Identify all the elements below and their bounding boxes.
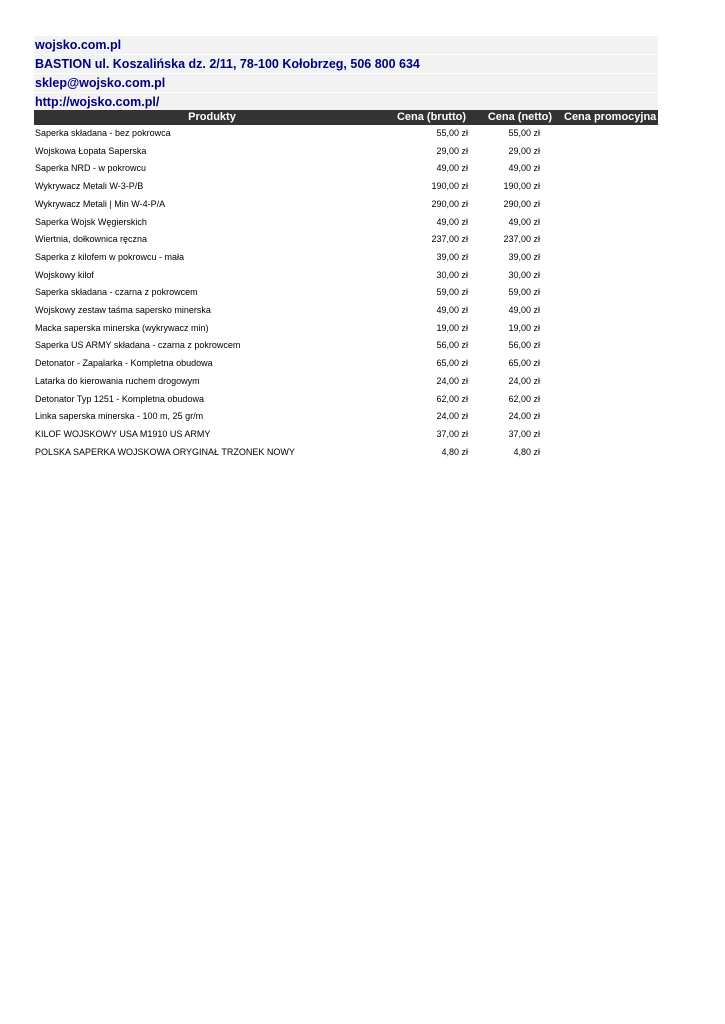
header-product: Produkty (34, 110, 390, 125)
price-brutto: 24,00 zł (436, 375, 468, 386)
shop-url: http://wojsko.com.pl/ (34, 93, 658, 111)
table-row (34, 337, 658, 355)
price-netto: 237,00 zł (503, 234, 540, 245)
table-row (34, 391, 658, 409)
price-brutto: 37,00 zł (436, 428, 468, 439)
table-row (34, 249, 658, 267)
site-name: wojsko.com.pl (34, 36, 658, 54)
price-promo (558, 426, 658, 444)
price-brutto: 49,00 zł (436, 305, 468, 316)
price-brutto: 49,00 zł (436, 163, 468, 174)
price-brutto: 24,00 zł (436, 411, 468, 422)
product-name: Latarka do kierowania ruchem drogowym (35, 375, 200, 386)
table-row (34, 267, 658, 285)
price-netto: 30,00 zł (508, 269, 540, 280)
price-netto: 19,00 zł (508, 322, 540, 333)
product-name: Saperka US ARMY składana - czarna z pokrowcem (35, 340, 241, 351)
price-promo (558, 249, 658, 267)
price-brutto: 30,00 zł (436, 269, 468, 280)
price-netto: 24,00 zł (508, 375, 540, 386)
price-promo (558, 444, 658, 462)
product-name: Wojskowa Łopata Saperska (35, 145, 147, 156)
price-brutto: 39,00 zł (436, 251, 468, 262)
price-promo (558, 320, 658, 338)
price-promo (558, 160, 658, 178)
product-name: Wiertnia, dołkownica ręczna (35, 234, 148, 245)
price-netto: 56,00 zł (508, 340, 540, 351)
price-table (34, 110, 658, 461)
product-name: Saperka z kilofem w pokrowcu - mała (35, 251, 185, 262)
product-name: Detonator Typ 1251 - Kompletna obudowa (35, 393, 204, 404)
price-brutto: 290,00 zł (431, 198, 468, 209)
table-header-row (34, 110, 658, 125)
table-row (34, 284, 658, 302)
price-brutto: 62,00 zł (436, 393, 468, 404)
price-promo (558, 196, 658, 214)
table-row (34, 178, 658, 196)
price-netto: 55,00 zł (508, 128, 540, 138)
product-name: Macka saperska minerska (wykrywacz min) (35, 322, 209, 333)
price-promo (558, 178, 658, 196)
table-row (34, 125, 658, 143)
header-price-netto: Cena (netto) (472, 110, 558, 125)
price-brutto: 49,00 zł (436, 216, 468, 227)
product-name: Wykrywacz Metali W-3-P/B (35, 181, 144, 192)
product-name: Saperka Wojsk Węgierskich (35, 216, 147, 227)
price-promo (558, 355, 658, 373)
product-name: Wykrywacz Metali | Min W-4-P/A (35, 198, 166, 209)
shop-email: sklep@wojsko.com.pl (34, 74, 658, 92)
price-netto: 62,00 zł (508, 393, 540, 404)
price-netto: 37,00 zł (508, 428, 540, 439)
price-promo (558, 373, 658, 391)
table-row (34, 355, 658, 373)
price-netto: 59,00 zł (508, 287, 540, 298)
product-name: POLSKA SAPERKA WOJSKOWA ORYGINAŁ TRZONEK NOWY (35, 446, 295, 457)
product-name: Saperka składana - czarna z pokrowcem (35, 287, 198, 298)
price-netto: 49,00 zł (508, 305, 540, 316)
product-name: Saperka NRD - w pokrowcu (35, 163, 147, 174)
price-brutto: 55,00 zł (436, 128, 468, 138)
shop-address: BASTION ul. Koszalińska dz. 2/11, 78-100 Kołobrzeg, 506 800 634 (34, 55, 658, 73)
product-name: KILOF WOJSKOWY USA M1910 US ARMY (35, 428, 211, 439)
price-brutto: 65,00 zł (436, 358, 468, 369)
table-row (34, 408, 658, 426)
price-brutto: 4,80 zł (441, 446, 468, 457)
price-netto: 39,00 zł (508, 251, 540, 262)
price-promo (558, 125, 658, 143)
table-row (34, 320, 658, 338)
price-netto: 49,00 zł (508, 216, 540, 227)
price-netto: 24,00 zł (508, 411, 540, 422)
price-netto: 190,00 zł (503, 181, 540, 192)
table-row (34, 214, 658, 232)
table-row (34, 302, 658, 320)
shop-header (34, 36, 658, 112)
price-promo (558, 302, 658, 320)
price-promo (558, 337, 658, 355)
table-row (34, 444, 658, 462)
product-name: Saperka składana - bez pokrowca (35, 128, 171, 138)
product-name: Wojskowy kilof (35, 269, 94, 280)
price-brutto: 59,00 zł (436, 287, 468, 298)
price-promo (558, 408, 658, 426)
price-netto: 4,80 zł (513, 446, 540, 457)
price-promo (558, 284, 658, 302)
price-brutto: 190,00 zł (431, 181, 468, 192)
price-brutto: 19,00 zł (436, 322, 468, 333)
table-row (34, 160, 658, 178)
price-promo (558, 231, 658, 249)
table-row (34, 143, 658, 161)
price-promo (558, 267, 658, 285)
price-brutto: 56,00 zł (436, 340, 468, 351)
price-netto: 65,00 zł (508, 358, 540, 369)
table-row (34, 426, 658, 444)
header-price-brutto: Cena (brutto) (390, 110, 472, 125)
price-netto: 49,00 zł (508, 163, 540, 174)
price-promo (558, 214, 658, 232)
price-promo (558, 143, 658, 161)
price-netto: 29,00 zł (508, 145, 540, 156)
header-price-promo: Cena promocyjna (558, 110, 658, 125)
product-name: Detonator - Zapalarka - Kompletna obudowa (35, 358, 213, 369)
price-brutto: 237,00 zł (431, 234, 468, 245)
price-promo (558, 391, 658, 409)
table-row (34, 373, 658, 391)
table-row (34, 231, 658, 249)
table-row (34, 196, 658, 214)
product-name: Wojskowy zestaw taśma sapersko minerska (35, 305, 211, 316)
product-name: Linka saperska minerska - 100 m, 25 gr/m (35, 411, 204, 422)
price-netto: 290,00 zł (503, 198, 540, 209)
price-brutto: 29,00 zł (436, 145, 468, 156)
